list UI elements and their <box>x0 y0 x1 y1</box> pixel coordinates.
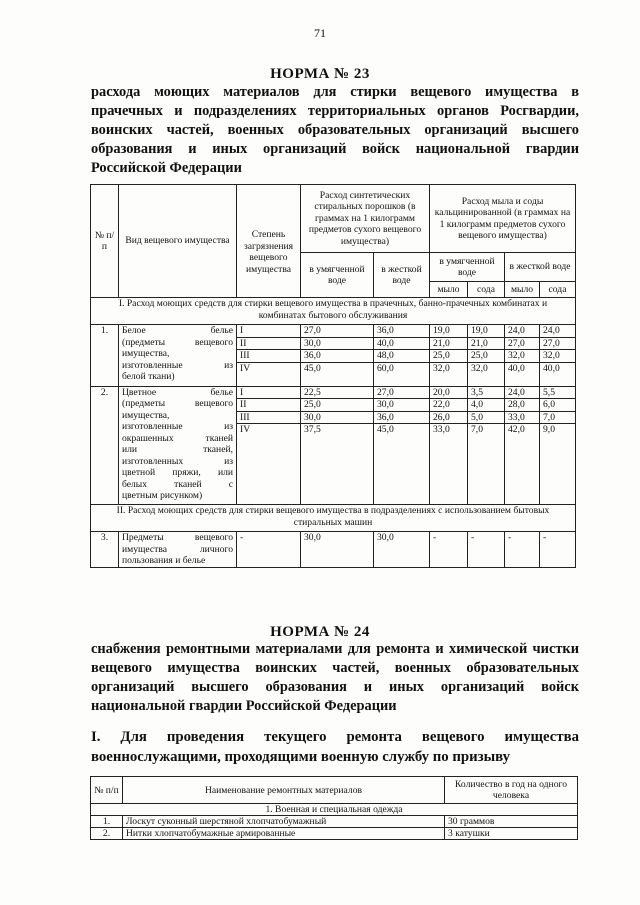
cell: 60,0 <box>374 362 430 386</box>
cell: 5,5 <box>540 386 576 399</box>
cell: 27,0 <box>301 325 374 338</box>
cell: - <box>540 532 576 568</box>
cell: IV <box>237 424 301 505</box>
cell: IV <box>237 362 301 386</box>
cell: 22,0 <box>430 399 468 412</box>
cell: 36,0 <box>374 411 430 424</box>
header-powder: Расход синтетических стиральных порошков (в граммах на 1 килограмм предметов сухого вещевого имущества) <box>301 185 430 253</box>
section-1-title: 1. Военная и специальная одежда <box>91 804 578 816</box>
cell: 45,0 <box>301 362 374 386</box>
cell: 40,0 <box>505 362 540 386</box>
row-1-name: Лоскут суконный шерстяной хлопчатобумажный <box>123 816 445 828</box>
row-2-qty: 3 катушки <box>445 828 578 840</box>
cell: 27,0 <box>540 337 576 350</box>
cell: 9,0 <box>540 424 576 505</box>
cell: 21,0 <box>468 337 505 350</box>
cell: 27,0 <box>374 386 430 399</box>
cell: 27,0 <box>505 337 540 350</box>
cell: 37,5 <box>301 424 374 505</box>
cell: 22,5 <box>301 386 374 399</box>
cell: - <box>430 532 468 568</box>
header-kind: Вид вещевого имущества <box>119 185 237 298</box>
cell: 32,0 <box>468 362 505 386</box>
header-quantity: Количество в год на одного человека <box>445 777 578 804</box>
page-number: 71 <box>314 26 326 40</box>
cell: 32,0 <box>540 350 576 363</box>
cell: 32,0 <box>505 350 540 363</box>
row-3-num: 3. <box>91 532 119 568</box>
cell: 25,0 <box>301 399 374 412</box>
section-1-title: I. Расход моющих средств для стирки вещевого имущества в прачечных, банно-прачечных комбинатах и комбинатах бытового обслуживания <box>91 298 576 325</box>
norm-24-description: снабжения ремонтными материалами для ремонта и химической чистки вещевого имущества воинских частей, военных образовательных организаций высшего образования и иных организаций войск национальной гвардии Российской Федерации <box>91 641 579 714</box>
row-1-num: 1. <box>91 325 119 387</box>
cell: 28,0 <box>505 399 540 412</box>
row-1-qty: 30 граммов <box>445 816 578 828</box>
header-powder-hard-water: в жесткой воде <box>374 253 430 298</box>
header-powder-soft-water: в умягченной воде <box>301 253 374 298</box>
row-2-name: Нитки хлопчатобумажные армированные <box>123 828 445 840</box>
cell: 33,0 <box>505 411 540 424</box>
norm-23-table <box>90 184 576 568</box>
norm-24-table <box>90 776 578 840</box>
cell: 30,0 <box>301 337 374 350</box>
cell: 25,0 <box>430 350 468 363</box>
cell: 32,0 <box>430 362 468 386</box>
cell: 26,0 <box>430 411 468 424</box>
header-soap-2: мыло <box>505 282 540 298</box>
cell: 40,0 <box>540 362 576 386</box>
cell: 20,0 <box>430 386 468 399</box>
cell: III <box>237 350 301 363</box>
section-2-title: II. Расход моющих средств для стирки вещевого имущества в подразделениях с использованием бытовых стиральных машин <box>91 505 576 532</box>
header-num: № п/п <box>91 185 119 298</box>
cell: 7,0 <box>468 424 505 505</box>
cell: 21,0 <box>430 337 468 350</box>
cell: III <box>237 411 301 424</box>
cell: 25,0 <box>468 350 505 363</box>
cell: 42,0 <box>505 424 540 505</box>
header-num: № п/п <box>91 777 123 804</box>
cell: 36,0 <box>374 325 430 338</box>
cell: 30,0 <box>301 532 374 568</box>
cell: 24,0 <box>505 325 540 338</box>
header-soap-1: мыло <box>430 282 468 298</box>
header-soap-soft-water: в умягченной воде <box>430 253 505 282</box>
row-1-name: Белое белье (предметы вещевого имущества, изготовленные из белой ткани) <box>119 325 237 387</box>
cell: II <box>237 337 301 350</box>
cell: 30,0 <box>374 532 430 568</box>
cell: - <box>237 532 301 568</box>
row-1-num: 1. <box>91 816 123 828</box>
header-soap-soda: Расход мыла и соды кальцинированной (в граммах на 1 килограмм предметов сухого вещевого имущества) <box>430 185 576 253</box>
row-3-name: Предметы вещевого имущества личного пользования и белье <box>119 532 237 568</box>
row-2-name: Цветное белье (предметы вещевого имущества, изготовленные из окрашенных тканей или тканей, изготовленных из цветной пряжи, или белых тканей с цветным рисунком) <box>119 386 237 505</box>
norm-24-subtitle: I. Для проведения текущего ремонта вещевого имущества военнослужащими, проходящими военную службу по призыву <box>91 729 579 765</box>
cell: 7,0 <box>540 411 576 424</box>
norm-24-title: НОРМА № 24 <box>270 624 370 640</box>
cell: 19,0 <box>430 325 468 338</box>
cell: 45,0 <box>374 424 430 505</box>
row-2-num: 2. <box>91 386 119 505</box>
header-degree: Степень загрязнения вещевого имущества <box>237 185 301 298</box>
cell: 24,0 <box>540 325 576 338</box>
header-soda-1: сода <box>468 282 505 298</box>
cell: 5,0 <box>468 411 505 424</box>
header-soda-2: сода <box>540 282 576 298</box>
cell: 40,0 <box>374 337 430 350</box>
cell: 24,0 <box>505 386 540 399</box>
header-material-name: Наименование ремонтных материалов <box>123 777 445 804</box>
cell: - <box>505 532 540 568</box>
cell: 30,0 <box>374 399 430 412</box>
cell: II <box>237 399 301 412</box>
cell: 19,0 <box>468 325 505 338</box>
header-soap-hard-water: в жесткой воде <box>505 253 576 282</box>
row-2-num: 2. <box>91 828 123 840</box>
cell: 4,0 <box>468 399 505 412</box>
cell: I <box>237 386 301 399</box>
norm-23-title: НОРМА № 23 <box>270 66 370 82</box>
cell: 33,0 <box>430 424 468 505</box>
cell: - <box>468 532 505 568</box>
cell: 6,0 <box>540 399 576 412</box>
cell: 48,0 <box>374 350 430 363</box>
norm-23-description: расхода моющих материалов для стирки вещевого имущества в прачечных и подразделениях территориальных органов Росгвардии, воинских частей, военных образовательных организаций высшего образования и иных организаций войск национальной гвардии Российской Федерации <box>91 84 579 176</box>
cell: I <box>237 325 301 338</box>
cell: 30,0 <box>301 411 374 424</box>
cell: 3,5 <box>468 386 505 399</box>
cell: 36,0 <box>301 350 374 363</box>
